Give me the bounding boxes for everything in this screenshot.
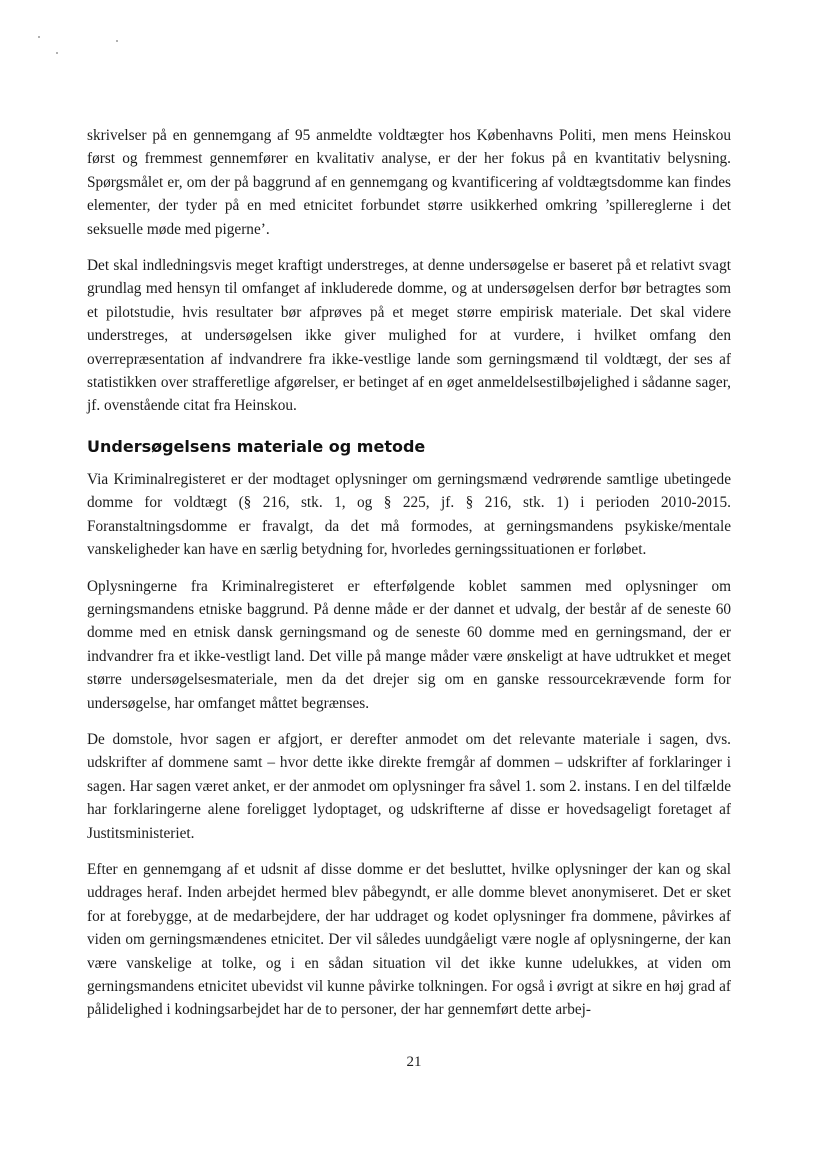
paragraph: skrivelser på en gennemgang af 95 anmeldte voldtægter hos Københavns Politi, men mens Heinskou først og fremmest gennemfører en kvalitativ analyse, er der her fokus på en kvantitativ belysning. Spørgsmålet er, om der på baggrund af en gennemgang og kvantificering af voldtægtsdomme kan findes elementer, der tyder på en med etnicitet forbundet større usikkerhed omkring ’spillereglerne i det seksuelle møde med pigerne’. [87,127,731,238]
paragraph: Efter en gennemgang af et udsnit af disse domme er det besluttet, hvilke oplysninger der kan og skal uddrages heraf. Inden arbejdet hermed blev påbegyndt, er alle domme blevet anonymiseret. Det er sket for at forebygge, at de medarbejdere, der har uddraget og kodet oplysninger fra dommene, påvirkes af viden om gerningsmændenes etnicitet. Der vil således uundgåeligt være nogle af oplysningerne, der kan være vanskelige at tolke, og i en sådan situation vil det ikke kunne udelukkes, at viden om gerningsmandens etnicitet ubevidst vil kunne påvirke tolkningen. For også i øvrigt at sikre en høj grad af pålidelighed i kodningsarbejdet har de to personer, der har gennemført dette arbej- [87,860,731,1019]
paragraph: Oplysningerne fra Kriminalregisteret er efterfølgende koblet sammen med oplysninger om gerningsmandens etniske baggrund. På denne måde er der dannet et udvalg, der består af de seneste 60 domme med en etnisk dansk gerningsmand og de seneste 60 domme med en gerningsmand, der er indvandrer fra et ikke-vestligt land. Det ville på mange måder være ønskeligt at have udtrukket et meget større undersøgelsesmateriale, men da det drejer sig om en ganske ressourcekrævende form for undersøgelse, har omfanget måttet begrænses. [87,577,731,712]
scan-speck [116,40,118,42]
body-text [87,124,731,1022]
paragraph: Det skal indledningsvis meget kraftigt understreges, at denne undersøgelse er baseret på et relativt svagt grundlag med hensyn til omfanget af inkluderede domme, og at undersøgelsen derfor bør betragtes som et pilotstudie, hvis resultater bør afprøves på et meget større empirisk materiale. Det skal videre understreges, at undersøgelsen ikke giver mulighed for at vurdere, i hvilket omfang den overrepræsentation af indvandrere fra ikke-vestlige lande som gerningsmænd til voldtægt, der ses af statistikken over strafferetlige afgørelser, er betinget af en øget anmeldelsestilbøjelighed i sådanne sager, jf. ovenstående citat fra Heinskou. [87,257,731,415]
scan-specks [30,30,130,60]
section-heading: Undersøgelsens materiale og metode [87,436,426,456]
paragraph: Via Kriminalregisteret er der modtaget oplysninger om gerningsmænd vedrørende samtlige ubetingede domme for voldtægt (§ 216, stk. 1, og § 225, jf. § 216, stk. 1) i perioden 2010-2015. Foranstaltningsdomme er fravalgt, da det må formodes, at gerningsmandens psykiske/mentale vanskeligheder kan have en særlig betydning for, hvorledes gerningssituationen er forløbet. [87,470,731,559]
paragraph: De domstole, hvor sagen er afgjort, er derefter anmodet om det relevante materiale i sagen, dvs. udskrifter af dommene samt – hvor dette ikke direkte fremgår af dommen – udskrifter af forklaringer i sagen. Har sagen været anket, er der anmodet om oplysninger fra såvel 1. som 2. instans. I en del tilfælde har forklaringerne alene foreligget lydoptaget, og udskrifterne af disse er hovedsageligt foretaget af Justitsministeriet. [87,730,731,842]
page-number: 21 [406,1054,422,1070]
scan-speck [38,36,40,38]
section-heading-wrap [87,436,731,458]
scan-speck [56,52,58,54]
